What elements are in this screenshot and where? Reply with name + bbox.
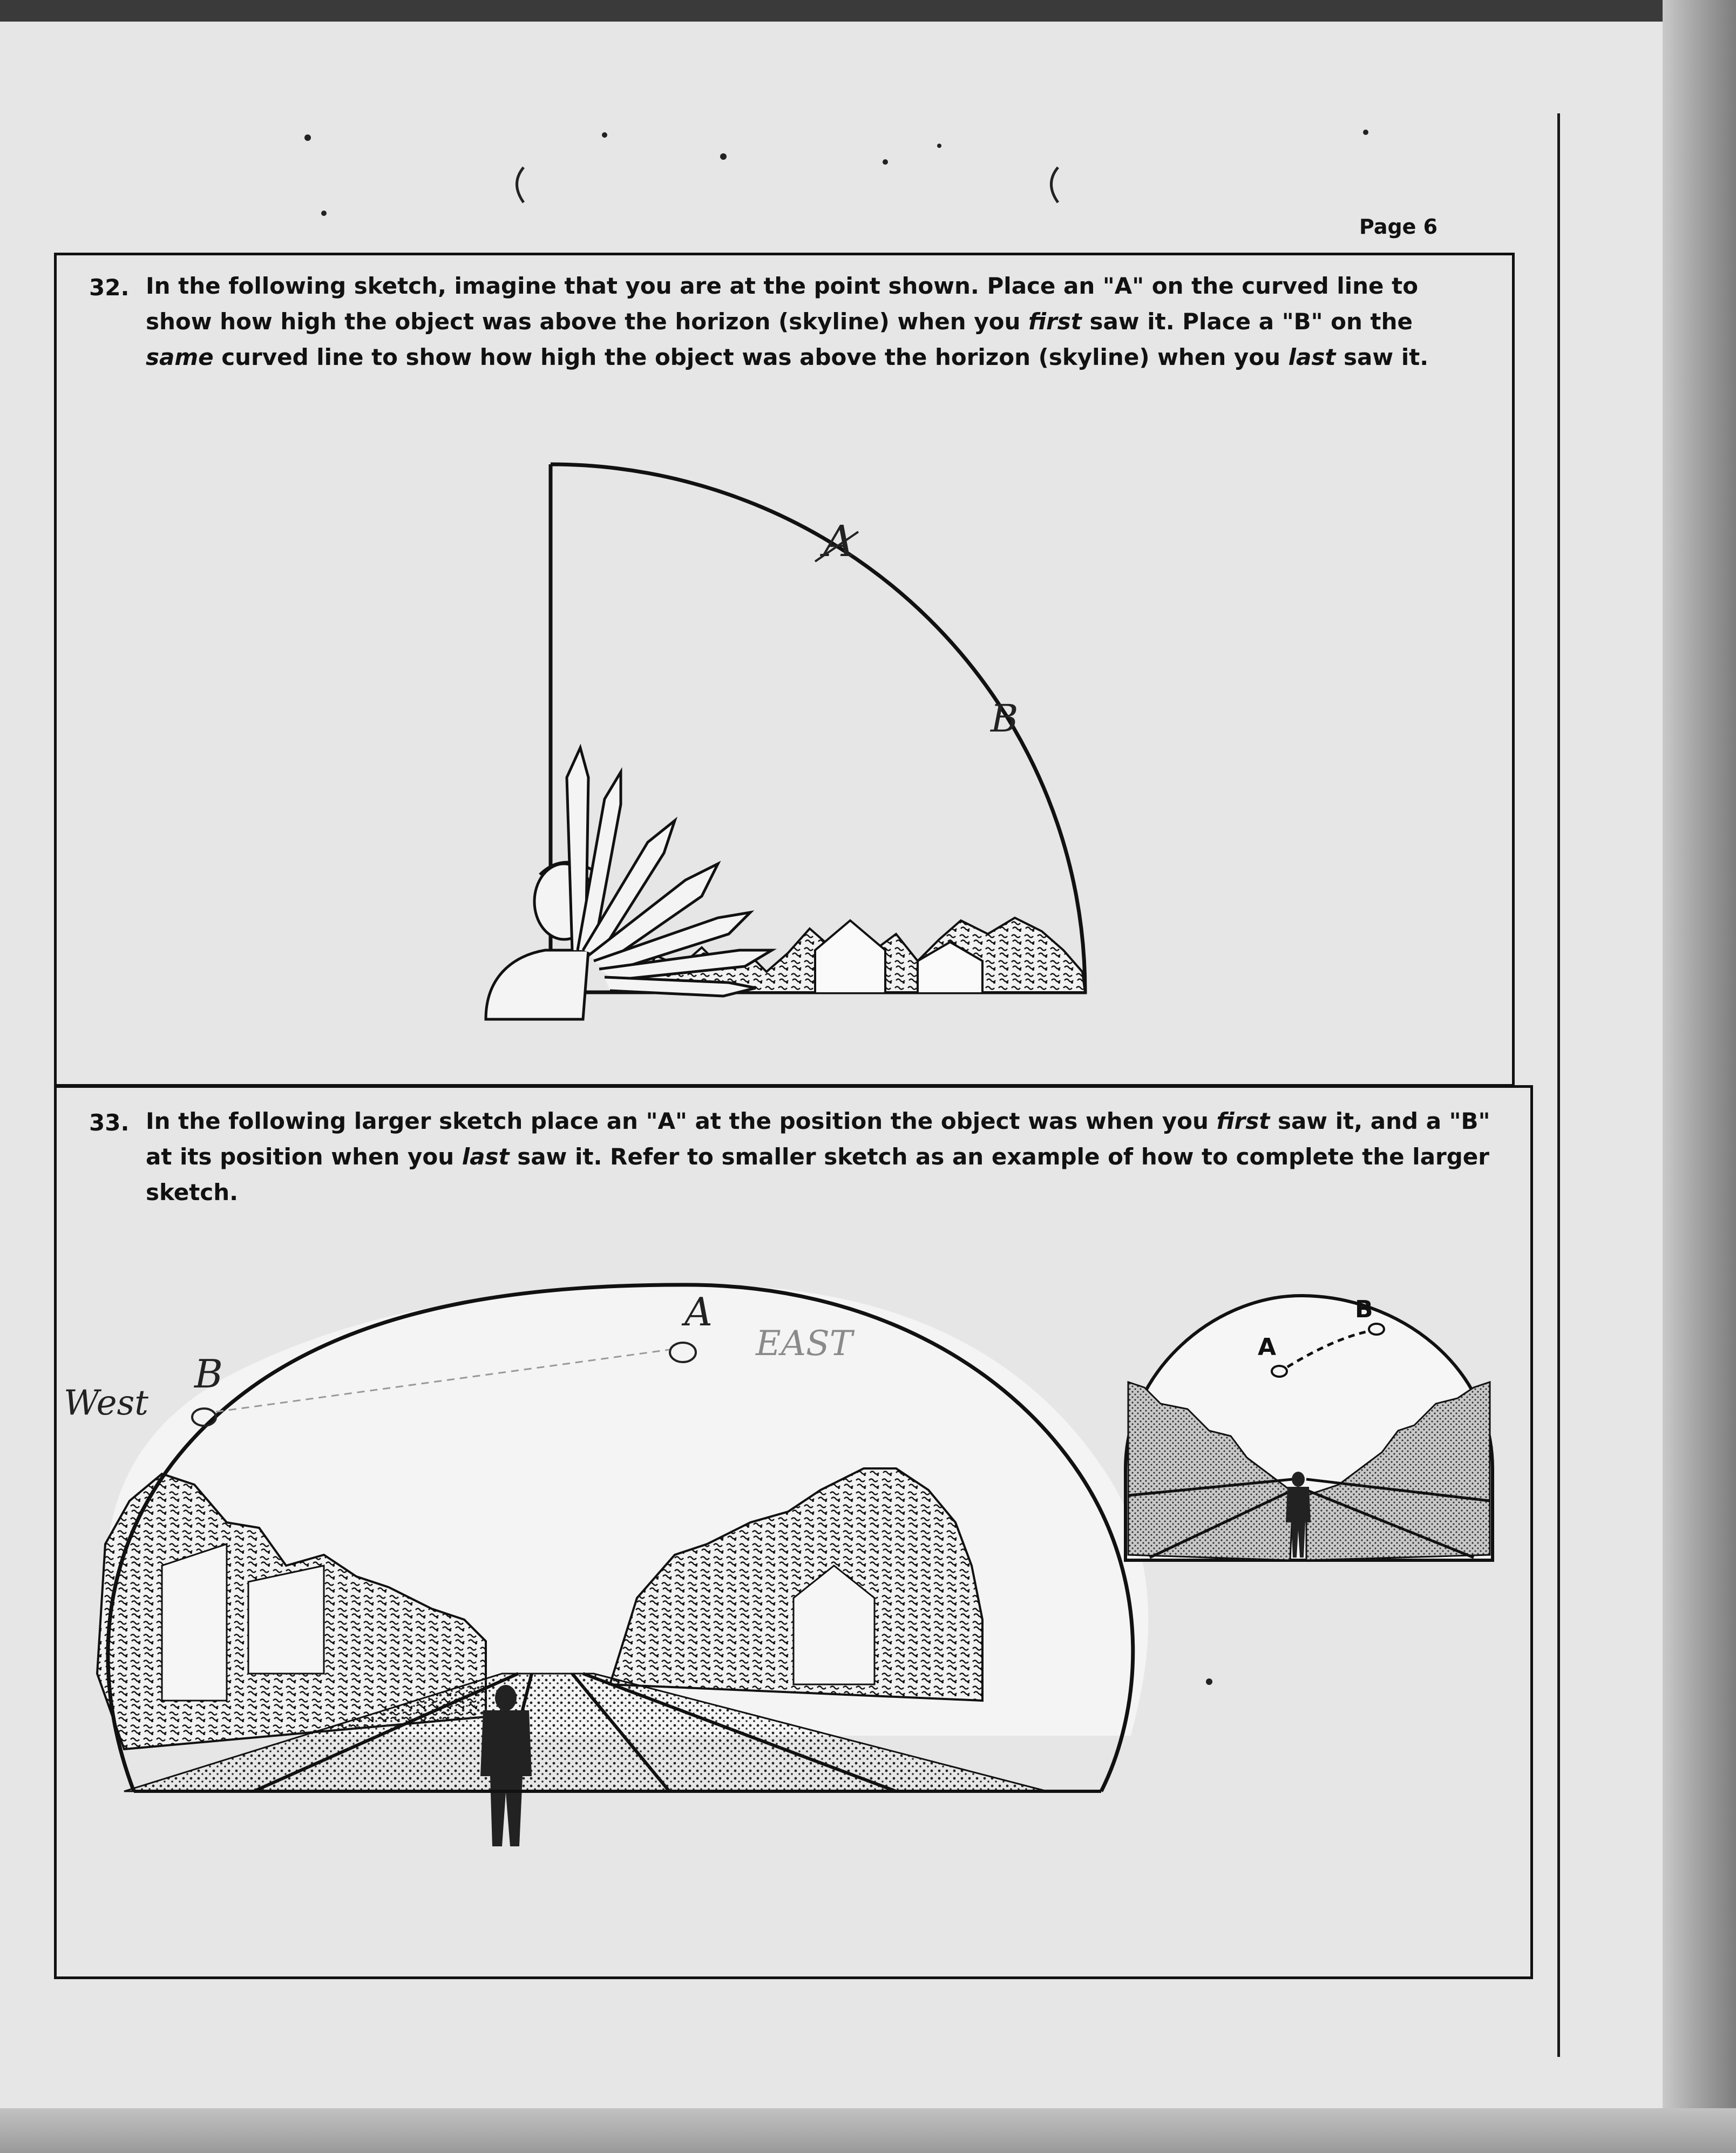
q33-example-sketch xyxy=(1125,1296,1493,1560)
q32-emph-same: same xyxy=(146,344,214,370)
q33-text-2: saw it, and a "B" at its position when you xyxy=(146,1108,1490,1170)
q32-quarter-circle-sketch xyxy=(486,464,1085,1019)
example-label-b: B xyxy=(1355,1296,1373,1323)
q33-handwritten-west: West xyxy=(64,1383,148,1423)
q32-text-1: In the following sketch, imagine that you are at the point shown. Place an "A" on the curved line to show how high the object was above the horizon (skyline) when you xyxy=(146,273,1419,335)
q33-text-3: saw it. Refer to smaller sketch as an example of how to complete the larger sketch. xyxy=(146,1143,1490,1206)
q32-text-4: saw it. xyxy=(1335,344,1429,370)
q32-handwritten-b: B xyxy=(991,696,1019,741)
q33-emph-last: last xyxy=(462,1143,510,1170)
page-number: Page 6 xyxy=(1359,215,1438,239)
q32-emph-first: first xyxy=(1028,308,1082,335)
q33-text-1: In the following larger sketch place an "A" at the position the object was when you xyxy=(146,1108,1217,1134)
q33-handwritten-a: A xyxy=(684,1289,713,1335)
question-33-number: 33. xyxy=(89,1109,130,1136)
q32-handwritten-a: A xyxy=(823,516,855,566)
q32-text-2: saw it. Place a "B" on the xyxy=(1081,308,1413,335)
q32-text-3: curved line to show how high the object was above the horizon (skyline) when you xyxy=(213,344,1289,370)
q33-handwritten-east: EAST xyxy=(756,1324,853,1364)
q33-handwritten-b: B xyxy=(194,1351,223,1397)
example-label-a: A xyxy=(1258,1333,1277,1361)
q33-emph-first: first xyxy=(1216,1108,1270,1134)
q33-large-dome-sketch xyxy=(64,1285,1148,1846)
question-32-number: 32. xyxy=(89,274,130,301)
q32-emph-last: last xyxy=(1288,344,1336,370)
